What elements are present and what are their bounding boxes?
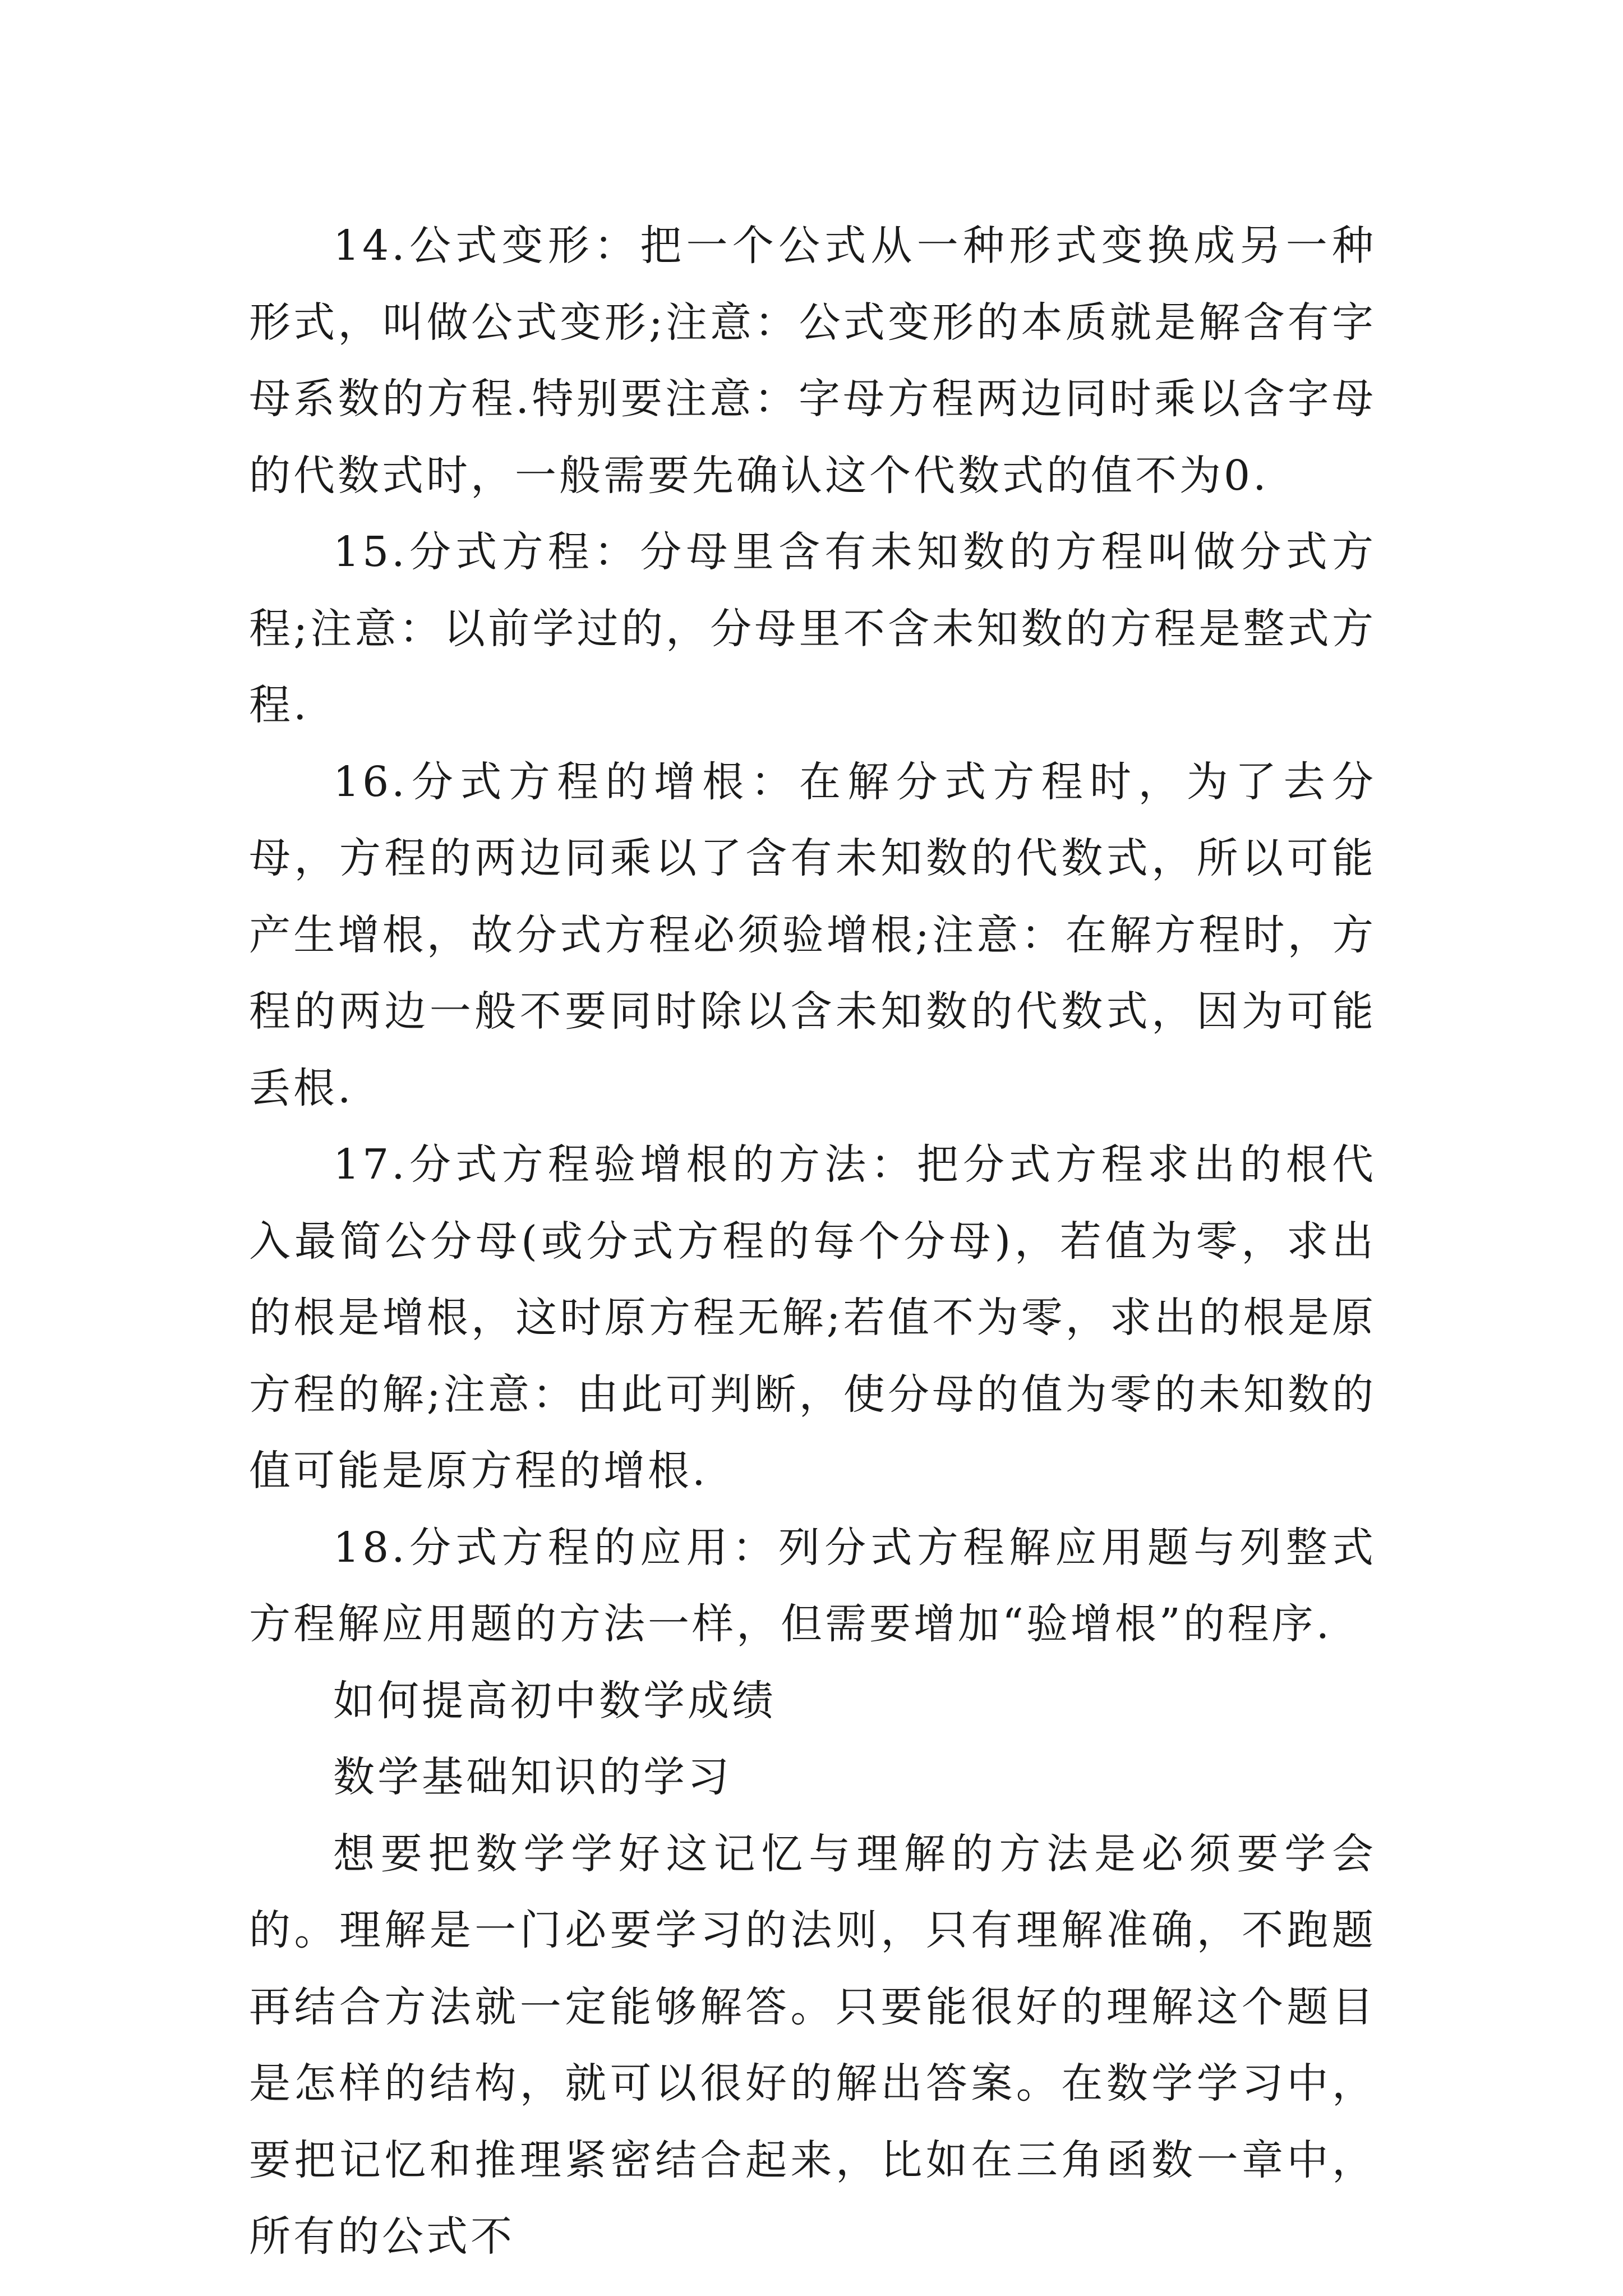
paragraph-fractional-equation: 15.分式方程：分母里含有未知数的方程叫做分式方程;注意：以前学过的，分母里不含未知数的方程是整式方程. <box>249 528 1376 729</box>
paragraph-memory-understanding: 想要把数学学好这记忆与理解的方法是必须要学会的。理解是一门必要学习的法则，只有理解准确，不跑题再结合方法就一定能够解答。只要能很好的理解这个题目是怎样的结构，就可以很好的解出答案。在数学学习中，要把记忆和推理紧密结合起来，比如在三角函数一章中，所有的公式不 <box>249 1829 1376 2261</box>
document-body <box>249 208 1376 2275</box>
section-heading-basic-knowledge: 数学基础知识的学习 <box>333 1753 732 1801</box>
paragraph-application: 18.分式方程的应用：列分式方程解应用题与列整式方程解应用题的方法一样，但需要增加“验增根”的程序. <box>249 1523 1376 1648</box>
section-heading-improve-scores: 如何提高初中数学成绩 <box>333 1676 776 1725</box>
paragraph-root-verification: 17.分式方程验增根的方法：把分式方程求出的根代入最简公分母(或分式方程的每个分母)，若值为零，求出的根是增根，这时原方程无解;若值不为零，求出的根是原方程的解;注意：由此可判断，使分母的值为零的未知数的值可能是原方程的增根. <box>249 1140 1376 1495</box>
paragraph-extraneous-root: 16.分式方程的增根：在解分式方程时，为了去分母，方程的两边同乘以了含有未知数的代数式，所以可能产生增根，故分式方程必须验增根;注意：在解方程时，方程的两边一般不要同时除以含未知数的代数式，因为可能丢根. <box>249 757 1376 1112</box>
paragraph-formula-transformation: 14.公式变形：把一个公式从一种形式变换成另一种形式，叫做公式变形;注意：公式变形的本质就是解含有字母系数的方程.特别要注意：字母方程两边同时乘以含字母的代数式时，一般需要先确认这个代数式的值不为0. <box>249 222 1376 500</box>
